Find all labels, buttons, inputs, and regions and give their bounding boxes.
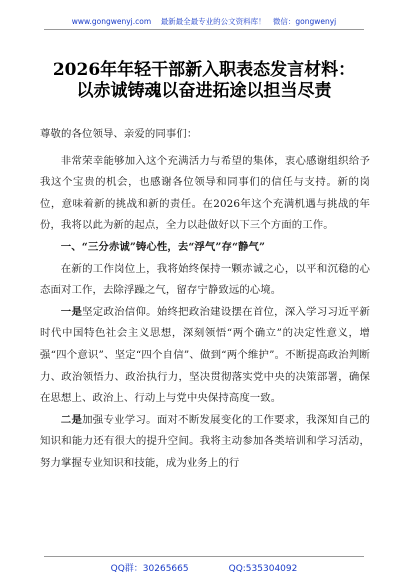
- paragraph-point-1: [40, 302, 370, 410]
- paragraph-point-2: [40, 410, 370, 475]
- page-header: [0, 16, 408, 27]
- footer-qq: QQ:535304092: [228, 564, 298, 574]
- point-2-lead: 二是: [60, 413, 83, 426]
- point-1-text: 坚定政治信仰。始终把政治建设摆在首位，深入学习习近平新时代中国特色社会主义思想，深刻领悟“两个确立”的决定性意义，增强“四个意识”、坚定“四个自信”、做到“两个维护”。不断提高政治判断力、政治领悟力、政治执行力，坚决贯彻落实党中央的决策部署，确保在思想上、政治上、行动上与党中央保持高度一致。: [40, 305, 370, 405]
- footer-divider: [44, 556, 364, 557]
- title-line-1: 2026年年轻干部新入职表态发言材料：: [52, 60, 356, 80]
- site-url[interactable]: www.gongwenyj.com: [71, 17, 152, 26]
- footer-qq-group: QQ群：30265665: [110, 564, 189, 574]
- paragraph-intro: 非常荣幸能够加入这个充满活力与希望的集体，衷心感谢组织给予我这个宝贵的机会，也感谢各位领导和同事们的信任与支持。新的岗位，意味着新的挑战和新的责任。在2026年这个充满机遇与挑战的年份，我将以此为新的起点，全力以赴做好以下三个方面的工作。: [40, 154, 370, 232]
- header-divider: [44, 29, 364, 30]
- point-1-lead: 一是: [60, 305, 83, 318]
- document-body: [40, 124, 370, 475]
- greeting: 尊敬的各位领导、亲爱的同事们：: [40, 128, 198, 140]
- header-slogan: 最新最全最专业的公文资料库！: [160, 17, 266, 26]
- section-heading-1: 一、“三分赤诚”铸心性，去“浮气”存“静气”: [60, 240, 266, 253]
- paragraph-section-1-intro: 在新的工作岗位上，我将始终保持一颗赤诚之心，以平和沉稳的心态面对工作，去除浮躁之气，留存宁静致远的心境。: [40, 262, 370, 297]
- title-line-2: 以赤诚铸魂以奋进拓途以担当尽责: [76, 81, 332, 101]
- point-2-text: 加强专业学习。面对不断发展变化的工作要求，我深知自己的知识和能力还有很大的提升空间。我将主动参加各类培训和学习活动，努力掌握专业知识和技能，成为业务上的行: [40, 413, 370, 469]
- page-footer: [0, 561, 408, 574]
- header-wechat: 微信：gongwenyj: [272, 17, 337, 26]
- document-title: [20, 60, 388, 102]
